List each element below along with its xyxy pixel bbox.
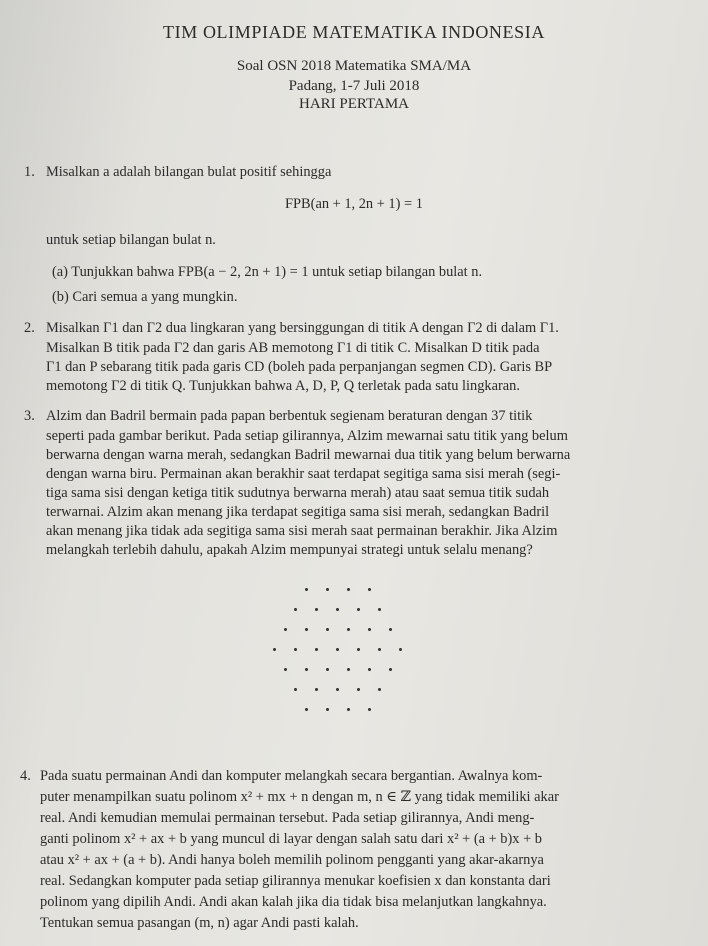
board-dot (294, 608, 297, 611)
board-dot (357, 608, 360, 611)
board-dot (326, 588, 329, 591)
board-dot (315, 688, 318, 691)
problem-3-line: akan menang jika tidak ada segitiga sama sisi merah saat permainan berakhir. Jika Alzim (46, 523, 558, 539)
problem-2-line: memotong Γ2 di titik Q. Tunjukkan bahwa A, D, P, Q terletak pada satu lingkaran. (46, 378, 520, 394)
board-dot (368, 628, 371, 631)
board-dot (378, 608, 381, 611)
problem-1-after: untuk setiap bilangan bulat n. (46, 232, 216, 248)
board-dot (315, 648, 318, 651)
problem-3-line: melangkah terlebih dahulu, apakah Alzim mempunyai strategi untuk selalu menang? (46, 542, 533, 558)
board-dot (294, 688, 297, 691)
board-dot (273, 648, 276, 651)
problem-4-line: Tentukan semua pasangan (m, n) agar Andi pasti kalah. (40, 915, 359, 931)
problem-number: 3. (24, 408, 35, 424)
problem-1-formula: FPB(an + 1, 2n + 1) = 1 (285, 196, 423, 212)
board-dot (389, 668, 392, 671)
board-dot (336, 608, 339, 611)
problem-number: 1. (24, 164, 35, 180)
board-dot (347, 708, 350, 711)
problem-4-line: real. Sedangkan komputer pada setiap gilirannya menukar koefisien x dan konstanta dari (40, 873, 551, 889)
problem-1-intro: Misalkan a adalah bilangan bulat positif sehingga (46, 164, 332, 180)
problem-number: 4. (20, 768, 31, 784)
board-dot (399, 648, 402, 651)
board-dot (336, 648, 339, 651)
board-dot (347, 628, 350, 631)
problem-4-line: Pada suatu permainan Andi dan komputer melangkah secara bergantian. Awalnya kom- (40, 768, 543, 784)
problem-4-line: puter menampilkan suatu polinom x² + mx + n dengan m, n ∈ ℤ yang tidak memiliki akar (40, 789, 559, 805)
board-dot (389, 628, 392, 631)
problem-4-line: polinom yang dipilih Andi. Andi akan kalah jika dia tidak bisa melanjutkan langkahnya. (40, 894, 547, 910)
problem-4-line: atau x² + ax + (a + b). Andi hanya boleh memilih polinom pengganti yang akar-akarnya (40, 852, 544, 868)
board-dot (305, 628, 308, 631)
board-dot (305, 588, 308, 591)
board-dot (378, 688, 381, 691)
hexagon-dot-board (256, 588, 416, 718)
board-dot (305, 668, 308, 671)
board-dot (347, 668, 350, 671)
board-dot (294, 648, 297, 651)
board-dot (326, 628, 329, 631)
problem-2-line: Misalkan Γ1 dan Γ2 dua lingkaran yang bersinggungan di titik A dengan Γ2 di dalam Γ1. (46, 320, 559, 336)
problem-3-line: terwarnai. Alzim akan menang jika terdapat segitiga sama sisi merah, sedangkan Badril (46, 504, 550, 520)
board-dot (284, 668, 287, 671)
board-dot (368, 708, 371, 711)
problem-2-line: Γ1 dan P sebarang titik pada garis CD (boleh pada perpanjangan segmen CD). Garis BP (46, 359, 553, 375)
board-dot (284, 628, 287, 631)
board-dot (357, 688, 360, 691)
board-dot (357, 648, 360, 651)
problem-2-line: Misalkan B titik pada Γ2 dan garis AB memotong Γ1 di titik C. Misalkan D titik pada (46, 340, 540, 356)
board-dot (305, 708, 308, 711)
board-dot (326, 668, 329, 671)
problem-3-line: Alzim dan Badril bermain pada papan berbentuk segienam beraturan dengan 37 titik (46, 408, 533, 424)
problem-1-part-b: (b) Cari semua a yang mungkin. (52, 289, 238, 305)
problem-4-line: real. Andi kemudian memulai permainan tersebut. Pada setiap gilirannya, Andi meng- (40, 810, 535, 826)
exam-day: HARI PERTAMA (299, 96, 409, 112)
board-dot (315, 608, 318, 611)
problem-3-line: tiga sama sisi dengan ketiga titik sudutnya berwarna merah) atau saat semua titik sudah (46, 485, 550, 501)
exam-place-date: Padang, 1-7 Juli 2018 (288, 78, 420, 94)
problem-number: 2. (24, 320, 35, 336)
problem-4-line: ganti polinom x² + ax + b yang muncul di layar dengan salah satu dari x² + (a + b)x + b (40, 831, 542, 847)
board-dot (326, 708, 329, 711)
exam-title: Soal OSN 2018 Matematika SMA/MA (236, 58, 472, 74)
organization-title: TIM OLIMPIADE MATEMATIKA INDONESIA (163, 22, 545, 42)
problem-3-line: dengan warna biru. Permainan akan berakhir saat terdapat segitiga sama sisi merah (segi- (46, 466, 561, 482)
board-dot (368, 588, 371, 591)
problem-3-line: berwarna dengan warna merah, sedangkan Badril mewarnai dua titik yang belum berwarna (46, 447, 571, 463)
board-dot (336, 688, 339, 691)
board-dot (347, 588, 350, 591)
problem-3-line: seperti pada gambar berikut. Pada setiap gilirannya, Alzim mewarnai satu titik yang belum (46, 428, 568, 444)
board-dot (368, 668, 371, 671)
board-dot (378, 648, 381, 651)
problem-1-part-a: (a) Tunjukkan bahwa FPB(a − 2, 2n + 1) = 1 untuk setiap bilangan bulat n. (52, 264, 483, 280)
